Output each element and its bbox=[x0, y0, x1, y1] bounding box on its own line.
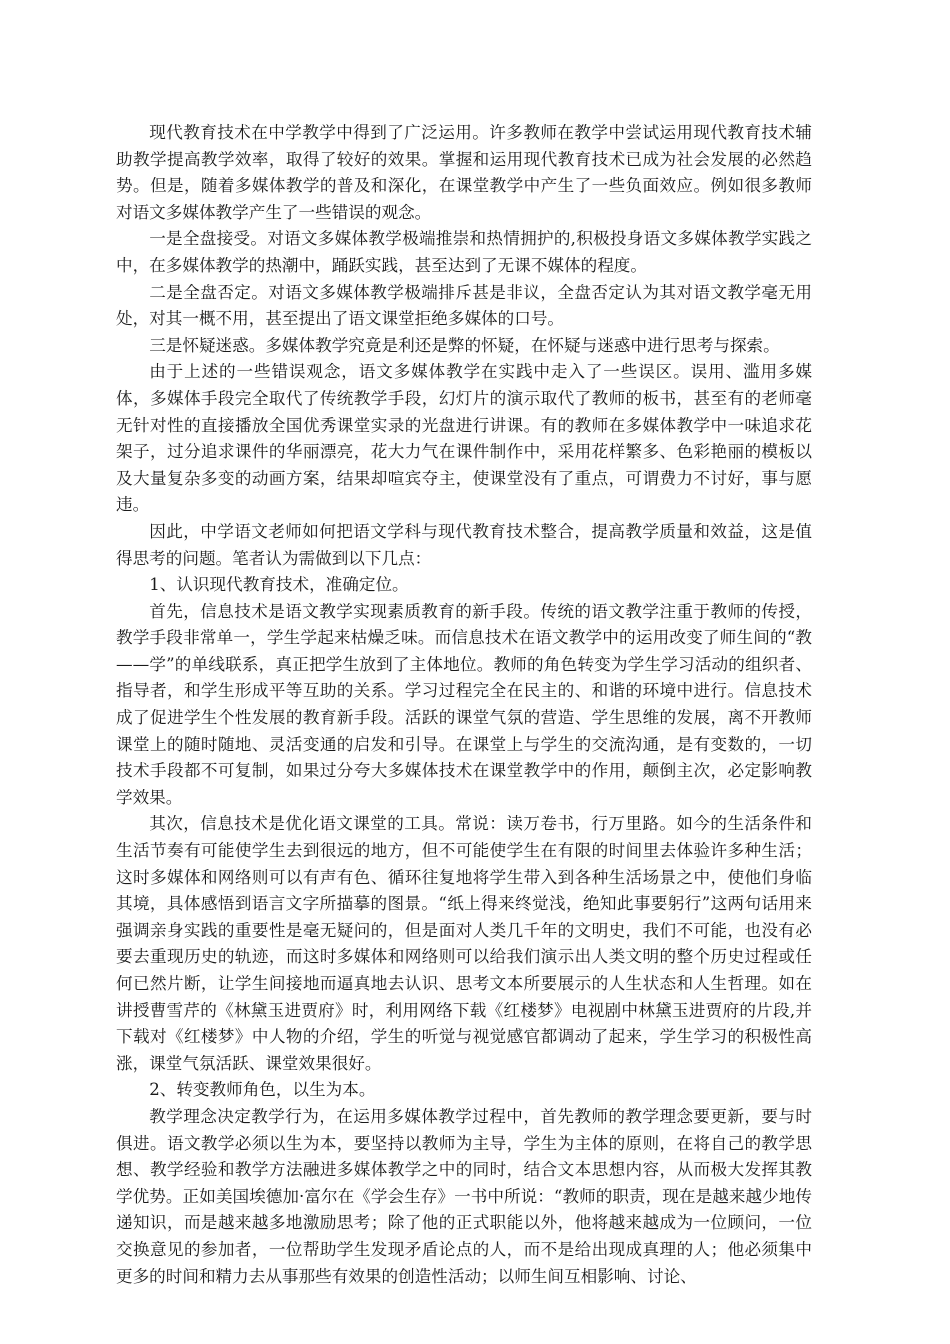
paragraph-first: 首先，信息技术是语文教学实现素质教育的新手段。传统的语文教学注重于教师的传授，教学手段非常单一，学生学起来枯燥乏味。而信息技术在语文教学中的运用改变了师生间的“教——学”的单线联系，真正把学生放到了主体地位。教师的角色转变为学生学习活动的组织者、指导者，和学生形成平等互助的关系。学习过程完全在民主的、和谐的环境中进行。信息技术成了促进学生个性发展的教育新手段。活跃的课堂气氛的营造、学生思维的发展，离不开教师课堂上的随时随地、灵活变通的启发和引导。在课堂上与学生的交流沟通，是有变数的，一切技术手段都不可复制，如果过分夸大多媒体技术在课堂教学中的作用，颠倒主次，必定影响教学效果。 bbox=[116, 601, 812, 807]
paragraph-second: 其次，信息技术是优化语文课堂的工具。常说：读万卷书，行万里路。如今的生活条件和生活节奏有可能使学生去到很远的地方，但不可能使学生在有限的时间里去体验许多种生活；这时多媒体和网络则可以有声有色、循环往复地将学生带入到各种生活场景之中，使他们身临其境，具体感悟到语言文字所描摹的图景。“纸上得来终觉浅，绝知此事要躬行”这两句话用来强调亲身实践的重要性是毫无疑问的，但是面对人类几千年的文明史，我们不可能，也没有必要去重现历史的轨迹，而这时多媒体和网络则可以给我们演示出人类文明的整个历史过程或任何已然片断，让学生间接地而逼真地去认识、思考文本所要展示的人生状态和人生哲理。如在讲授曹雪芹的《林黛玉进贾府》时，利用网络下载《红楼梦》电视剧中林黛玉进贾府的片段,并下载对《红楼梦》中人物的介绍，学生的听觉与视觉感官都调动了起来，学生学习的积极性高涨，课堂气氛活跃、课堂效果很好。 bbox=[116, 814, 812, 1073]
section-heading-2: 2、转变教师角色，以生为本。 bbox=[149, 1080, 376, 1100]
paragraph-misconception-2: 二是全盘否定。对语文多媒体教学极端排斥甚是非议，全盘否定认为其对语文教学毫无用处，对其一概不用，甚至提出了语文课堂拒绝多媒体的口号。 bbox=[116, 282, 812, 329]
paragraph-misconception-3: 三是怀疑迷惑。多媒体教学究竟是利还是弊的怀疑，在怀疑与迷惑中进行思考与探索。 bbox=[149, 335, 780, 355]
document-body bbox=[116, 120, 812, 1290]
paragraph-misconception-1: 一是全盘接受。对语文多媒体教学极端推崇和热情拥护的,积极投身语文多媒体教学实践之中，在多媒体教学的热潮中，踊跃实践，甚至达到了无课不媒体的程度。 bbox=[116, 229, 812, 275]
section-heading-1: 1、认识现代教育技术，准确定位。 bbox=[149, 575, 409, 595]
paragraph-therefore: 因此，中学语文老师如何把语文学科与现代教育技术整合，提高教学质量和效益，这是值得思考的问题。笔者认为需做到以下几点： bbox=[116, 521, 812, 568]
paragraph-teaching-concept: 教学理念决定教学行为，在运用多媒体教学过程中，首先教师的教学理念要更新，要与时俱进。语文教学必须以生为本，要坚持以教师为主导，学生为主体的原则，在将自己的教学思想、教学经验和教学方法融进多媒体教学之中的同时，结合文本思想内容，从而极大发挥其教学优势。正如美国埃德加·富尔在《学会生存》一书中所说：“教师的职责，现在是越来越少地传递知识，而是越来越多地激励思考；除了他的正式职能以外，他将越来越成为一位顾问，一位交换意见的参加者，一位帮助学生发现矛盾论点的人，而不是给出现成真理的人；他必须集中更多的时间和精力去从事那些有效果的创造性活动；以师生间互相影响、讨论、 bbox=[116, 1106, 812, 1286]
paragraph-misuse: 由于上述的一些错误观念，语文多媒体教学在实践中走入了一些误区。误用、滥用多媒体，多媒体手段完全取代了传统教学手段，幻灯片的演示取代了教师的板书，甚至有的老师毫无针对性的直接播放全国优秀课堂实录的光盘进行讲课。有的教师在多媒体教学中一味追求花架子，过分追求课件的华丽漂亮，花大力气在课件制作中，采用花样繁多、色彩艳丽的模板以及大量复杂多变的动画方案，结果却喧宾夺主，使课堂没有了重点，可谓费力不讨好，事与愿违。 bbox=[116, 362, 812, 515]
paragraph-intro: 现代教育技术在中学教学中得到了广泛运用。许多教师在教学中尝试运用现代教育技术辅助教学提高教学效率，取得了较好的效果。掌握和运用现代教育技术已成为社会发展的必然趋势。但是，随着多媒体教学的普及和深化，在课堂教学中产生了一些负面效应。例如很多教师对语文多媒体教学产生了一些错误的观念。 bbox=[116, 123, 812, 222]
